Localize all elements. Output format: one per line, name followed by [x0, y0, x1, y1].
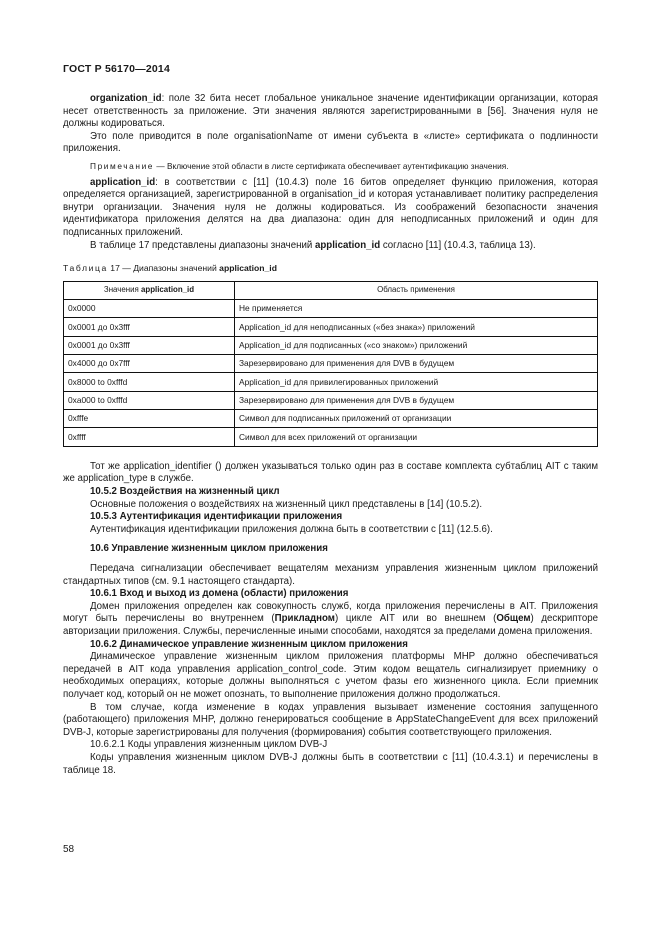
section-text-10-5-3: Аутентификация идентификации приложения должна быть в соответствии с [11] (12.5.6). — [90, 523, 493, 535]
section-text-10-6: Передача сигнализации обеспечивает вещателям механизм управления жизненным циклом приложений стандартных типов (см. 9.1 настоящего стандарта). — [63, 563, 598, 587]
cell-scope: Application_id для подписанных («со знаком») приложений — [235, 336, 598, 354]
table-row — [64, 410, 598, 428]
standard-header: ГОСТ Р 56170—2014 — [63, 63, 171, 75]
paragraph-text: В таблице 17 представлены диапазоны значений — [90, 239, 315, 251]
table-header-row — [64, 281, 598, 299]
table-row — [64, 354, 598, 372]
table-row — [64, 428, 598, 446]
cell-scope: Application_id для неподписанных («без знака») приложений — [235, 318, 598, 336]
note-text: — Включение этой области в листе сертификата обеспечивает аутентификацию значения. — [154, 160, 509, 171]
cell-value: 0x0001 до 0x3fff — [64, 318, 235, 336]
cell-scope: Символ для подписанных приложений от организации — [235, 410, 598, 428]
column-header-scope: Область применения — [235, 281, 598, 299]
term-common: Общем — [496, 613, 531, 625]
paragraph-text: : поле 32 бита несет глобальное уникальное значение идентификации организации, которая несет ответственность за приложение. Эти значения являются зарегистрированными в [56]. Значения нуля не должны кодироваться. — [63, 93, 598, 130]
paragraph-text: согласно [11] (10.4.3, таблица 13). — [380, 239, 536, 251]
section-heading-10-5-3: 10.5.3 Аутентификация идентификации приложения — [90, 511, 343, 523]
cell-value: 0xa000 to 0xfffd — [64, 391, 235, 409]
note-label: Примечание — [90, 160, 155, 171]
paragraph-organization-id — [63, 93, 598, 131]
cell-value: 0x0000 — [64, 299, 235, 317]
note — [63, 160, 598, 173]
table-caption-term: application_id — [219, 263, 277, 274]
section-heading-10-6-1: 10.6.1 Вход и выход из домена (области) приложения — [90, 588, 349, 600]
application-id-ranges-table — [63, 281, 598, 447]
cell-value: 0x4000 до 0x7fff — [64, 354, 235, 372]
term-organization-id: organization_id — [90, 93, 162, 104]
cell-value: 0xffff — [64, 428, 235, 446]
term-applied: Прикладном — [274, 613, 335, 625]
cell-value: 0x8000 to 0xfffd — [64, 373, 235, 391]
cell-scope: Зарезервировано для применения для DVB в будущем — [235, 354, 598, 372]
paragraph-text: : в соответствии с [11] (10.4.3) поле 16 битов определяет функцию приложения, которая определяется организацией, зарегистрированной в organisation_id и которая устанавливает политику распределения внутри организации. Значения нуля не должны кодироваться. Из соображений безопасности значения идентификатора приложения делятся на два диапазона: один для неподписанных приложений и один для подписанных приложений. — [63, 176, 598, 238]
cell-scope: Зарезервировано для применения для DVB в будущем — [235, 391, 598, 409]
paragraph-table17-intro — [63, 240, 598, 253]
page-number: 58 — [63, 844, 75, 855]
cell-scope: Application_id для привилегированных приложений — [235, 373, 598, 391]
table-row — [64, 318, 598, 336]
table-row — [64, 336, 598, 354]
cell-value: 0xfffe — [64, 410, 235, 428]
table-row — [64, 299, 598, 317]
section-heading-10-6: 10.6 Управление жизненным циклом приложения — [90, 543, 328, 555]
cell-scope: Не применяется — [235, 299, 598, 317]
table-caption — [63, 262, 598, 275]
term-application-id: application_id — [315, 239, 381, 251]
column-header-values: Значения application_id — [64, 281, 235, 299]
paragraph-application-id — [63, 177, 598, 240]
section-heading-10-6-2: 10.6.2 Динамическое управление жизненным циклом приложения — [90, 638, 408, 650]
table-caption-text: 17 — Диапазоны значений — [107, 263, 220, 274]
section-text-10-6-2-1: Коды управления жизненным циклом DVB-J должны быть в соответствии с [11] (10.4.3.1) и перечислены в таблице 18. — [63, 751, 598, 776]
section-text-10-5-2: Основные положения о воздействиях на жизненный цикл представлены в [14] (10.5.2). — [90, 498, 483, 510]
section-text-10-6-2-p1: Динамическое управление жизненным циклом приложения платформы MHP должно обеспечиваться передачей в AIT кода управления application_control_code. Этим кодом вещатель сигнализирует приемнику о необходимых операциях, которые должны выполняться с учетом фазы его жизненного цикла. Если приемник получает код, который он не может опознать, то выполнение приложения должно продолжаться. — [63, 651, 598, 700]
section-heading-10-6-2-1: 10.6.2.1 Коды управления жизненным циклом DVB-J — [90, 739, 328, 751]
document-body — [63, 93, 598, 777]
table-caption-label: Таблица — [63, 263, 108, 274]
paragraph-organisation-name: Это поле приводится в поле organisationName от имени субъекта в «листе» сертификата о подлинности приложения. — [63, 130, 598, 155]
term-application-id: application_id — [90, 176, 156, 188]
paragraph-after-table: Тот же application_identifier () должен указываться только один раз в составе комплекта субтаблиц AIT с таким же application_type в службе. — [63, 460, 598, 485]
table-row — [64, 373, 598, 391]
table-row — [64, 391, 598, 409]
cell-scope: Символ для всех приложений от организации — [235, 428, 598, 446]
cell-value: 0x0001 до 0x3fff — [64, 336, 235, 354]
section-heading-10-5-2: 10.5.2 Воздействия на жизненный цикл — [90, 486, 280, 498]
section-text-10-6-1: Домен приложения определен как совокупность служб, когда приложения перечислены в AIT. Приложения могут быть перечислены во внутреннем (Прикладном) цикле AIT или во внешнем (Общем) дескрипторе авторизации приложения. Службы, перечисленные иными способами, находятся за пределами домена приложения. — [63, 600, 599, 637]
section-text-10-6-2-p2: В том случае, когда изменение в кодах управления вызывает изменение состояния запущенного (работающего) приложения MHP, должно генерироваться сообщение в AppStateChangeEvent для всех приложений DVB-J, которые зарегистрированы для получения (формирования) события соответствующего приложения. — [63, 701, 598, 738]
